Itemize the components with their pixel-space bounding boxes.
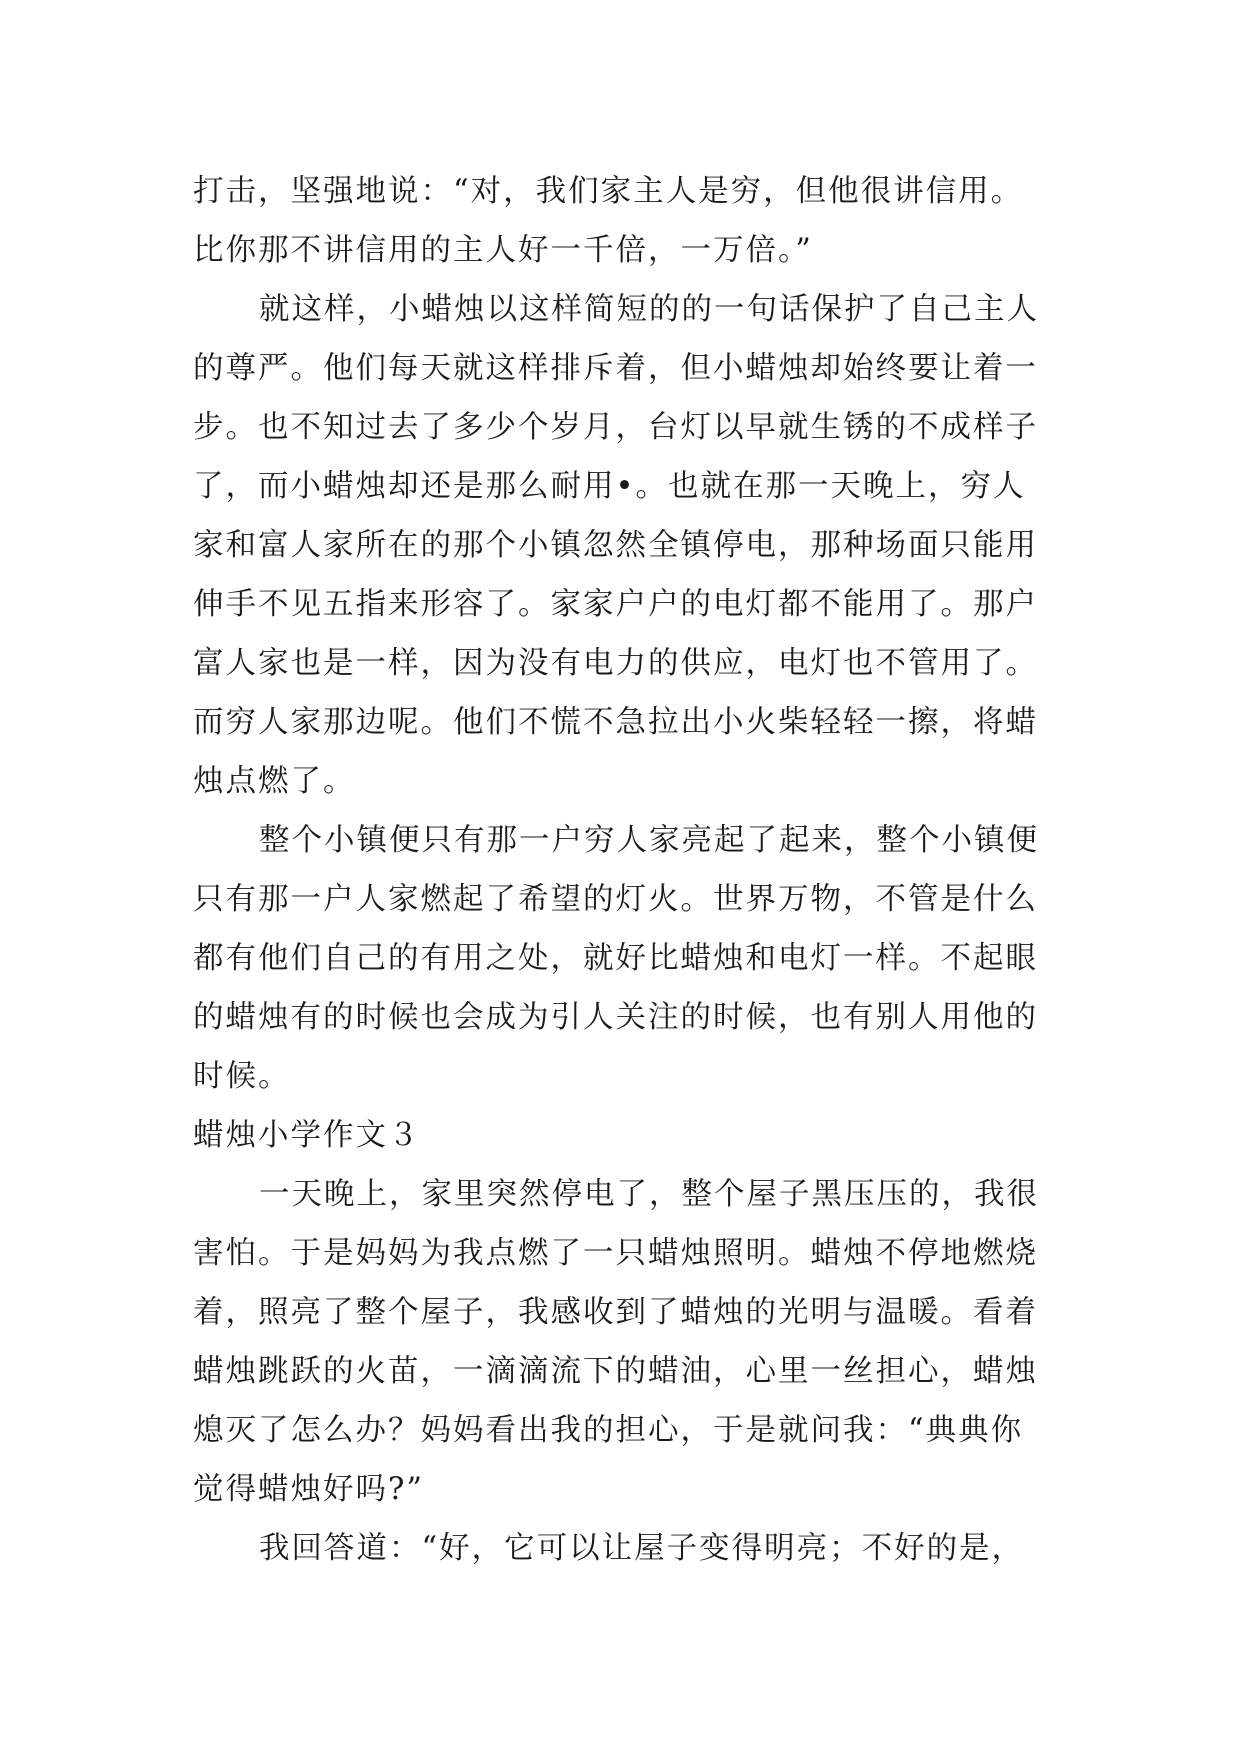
text-line: 的蜡烛有的时候也会成为引人关注的时候，也有别人用他的 xyxy=(193,1000,1038,1035)
text-line: 伸手不见五指来形容了。家家户户的电灯都不能用了。那户 xyxy=(193,587,1038,622)
text-line: 而穷人家那边呢。他们不慌不急拉出小火柴轻轻一擦，将蜡 xyxy=(193,705,1038,740)
paragraph-start-line: 一天晚上，家里突然停电了，整个屋子黑压压的，我很 xyxy=(259,1177,1039,1212)
text-line: 家和富人家所在的那个小镇忽然全镇停电，那种场面只能用 xyxy=(193,528,1038,563)
text-line: 着，照亮了整个屋子，我感收到了蜡烛的光明与温暖。看着 xyxy=(193,1295,1038,1330)
paragraph-start-line: 我回答道：“好，它可以让屋子变得明亮；不好的是， xyxy=(259,1531,1025,1566)
text-line: 了，而小蜡烛却还是那么耐用•。也就在那一天晚上，穷人 xyxy=(193,469,1026,504)
paragraph-start-line: 就这样，小蜡烛以这样简短的的一句话保护了自己主人 xyxy=(259,292,1039,327)
text-line: 的尊严。他们每天就这样排斥着，但小蜡烛却始终要让着一 xyxy=(193,351,1038,386)
text-line: 比你那不讲信用的主人好一千倍，一万倍。” xyxy=(193,233,813,268)
text-line: 烛点燃了。 xyxy=(193,764,356,799)
document-body xyxy=(193,162,1073,1578)
text-line: 时候。 xyxy=(193,1059,291,1094)
text-line: 觉得蜡烛好吗?” xyxy=(193,1472,424,1507)
section-title: 蜡烛小学作文３ xyxy=(193,1118,421,1153)
paragraph-start-line: 整个小镇便只有那一户穷人家亮起了起来，整个小镇便 xyxy=(259,823,1039,858)
text-line: 步。也不知过去了多少个岁月，台灯以早就生锈的不成样子 xyxy=(193,410,1038,445)
text-line: 都有他们自己的有用之处，就好比蜡烛和电灯一样。不起眼 xyxy=(193,941,1038,976)
text-line: 只有那一户人家燃起了希望的灯火。世界万物，不管是什么 xyxy=(193,882,1038,917)
text-line: 打击，坚强地说：“对，我们家主人是穷，但他很讲信用。 xyxy=(193,174,1024,209)
text-line: 害怕。于是妈妈为我点燃了一只蜡烛照明。蜡烛不停地燃烧 xyxy=(193,1236,1038,1271)
text-line: 蜡烛跳跃的火苗，一滴滴流下的蜡油，心里一丝担心，蜡烛 xyxy=(193,1354,1038,1389)
text-line: 富人家也是一样，因为没有电力的供应，电灯也不管用了。 xyxy=(193,646,1038,681)
text-line: 熄灭了怎么办？妈妈看出我的担心，于是就问我：“典典你 xyxy=(193,1413,1024,1448)
